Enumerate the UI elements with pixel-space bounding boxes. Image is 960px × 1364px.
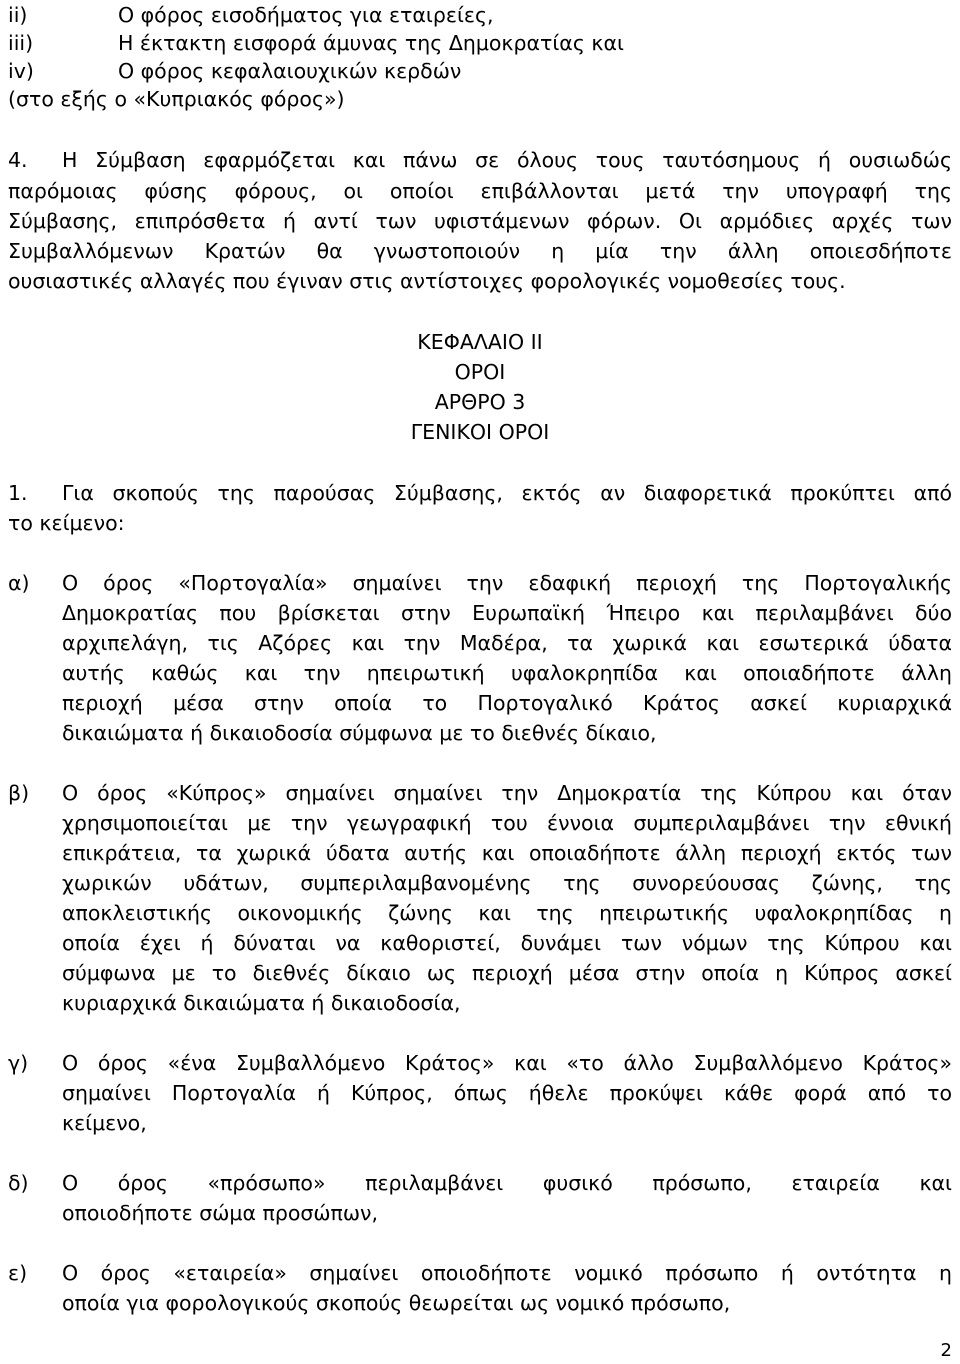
paragraph-line: παρόμοιας φύσης φόρους, οι οποίοι επιβάλλονται μετά την υπογραφή της: [8, 179, 952, 203]
section-heading: ΟΡΟΙ: [454, 360, 506, 384]
paragraph-number: 4.: [8, 148, 28, 172]
paragraph-line: Για σκοπούς της παρούσας Σύμβασης, εκτός αν διαφορετικά προκύπτει από: [62, 481, 952, 505]
article-title: ΓΕΝΙΚΟΙ ΟΡΟΙ: [410, 420, 550, 444]
article-heading: ΑΡΘΡΟ 3: [434, 390, 526, 414]
definition-line: σημαίνει Πορτογαλία ή Κύπρος, όπως ήθελε προκύψει κάθε φορά από το: [62, 1081, 952, 1105]
list-item: Ο φόρος κεφαλαιουχικών κερδών: [118, 59, 462, 83]
definition-line: οποιοδήποτε σώμα προσώπων,: [62, 1201, 379, 1225]
definition-line: Ο όρος «Κύπρος» σημαίνει σημαίνει την Δημοκρατία της Κύπρου και όταν: [62, 781, 952, 805]
list-item: Η έκτακτη εισφορά άμυνας της Δημοκρατίας και: [118, 31, 624, 55]
paragraph-number: 1.: [8, 481, 28, 505]
definition-line: Ο όρος «εταιρεία» σημαίνει οποιοδήποτε νομικό πρόσωπο ή οντότητα η: [62, 1261, 952, 1285]
definition-line: οποία για φορολογικούς σκοπούς θεωρείται ως νομικό πρόσωπο,: [62, 1291, 731, 1315]
paragraph-line: ουσιαστικές αλλαγές που έγιναν στις αντίστοιχες φορολογικές νομοθεσίες τους.: [8, 269, 846, 293]
definition-line: χρησιμοποιείται με την γεωγραφική του έννοια συμπεριλαμβάνει την εθνική: [62, 811, 952, 835]
definition-line: αποκλειστικής οικονομικής ζώνης και της ηπειρωτικής υφαλοκρηπίδας η: [62, 901, 952, 925]
definition-line: οποία έχει ή δύναται να καθοριστεί, δυνάμει των νόμων της Κύπρου και: [62, 931, 952, 955]
paragraph-line: το κείμενο:: [8, 511, 125, 535]
definition-marker: δ): [8, 1171, 29, 1195]
definition-line: αυτής καθώς και την ηπειρωτική υφαλοκρηπίδα και οποιαδήποτε άλλη: [62, 661, 952, 685]
definition-line: περιοχή μέσα στην οποία το Πορτογαλικό Κράτος ασκεί κυριαρχικά: [62, 691, 952, 715]
definition-line: Δημοκρατίας που βρίσκεται στην Ευρωπαϊκή Ήπειρο και περιλαμβάνει δύο: [62, 601, 952, 625]
definition-marker: β): [8, 781, 30, 805]
definition-line: κυριαρχικά δικαιώματα ή δικαιοδοσία,: [62, 991, 461, 1015]
paragraph-line: Σύμβασης, επιπρόσθετα ή αντί των υφιστάμενων φόρων. Οι αρμόδιες αρχές των: [8, 209, 952, 233]
definition-marker: ε): [8, 1261, 28, 1285]
list-marker: ii): [8, 3, 28, 27]
definition-line: δικαιώματα ή δικαιοδοσία σύμφωνα με το διεθνές δίκαιο,: [62, 721, 657, 745]
definition-line: Ο όρος «ένα Συμβαλλόμενο Κράτος» και «το άλλο Συμβαλλόμενο Κράτος»: [62, 1051, 952, 1075]
page-number: 2: [940, 1340, 952, 1361]
definition-line: κείμενο,: [62, 1111, 147, 1135]
list-item: Ο φόρος εισοδήματος για εταιρείες,: [118, 3, 494, 27]
definition-marker: γ): [8, 1051, 29, 1075]
definition-line: Ο όρος «πρόσωπο» περιλαμβάνει φυσικό πρόσωπο, εταιρεία και: [62, 1171, 952, 1195]
list-marker: iv): [8, 59, 34, 83]
definition-line: χωρικών υδάτων, συμπεριλαμβανομένης της συνορεύουσας ζώνης, της: [62, 871, 952, 895]
definition-line: επικράτεια, τα χωρικά ύδατα αυτής και οποιαδήποτε άλλη περιοχή εκτός των: [62, 841, 952, 865]
chapter-heading: ΚΕΦΑΛΑΙΟ ΙΙ: [417, 330, 543, 354]
definition-marker: α): [8, 571, 30, 595]
definition-line: σύμφωνα με το διεθνές δίκαιο ως περιοχή μέσα στην οποία η Κύπρος ασκεί: [62, 961, 952, 985]
paragraph-line: Η Σύμβαση εφαρμόζεται και πάνω σε όλους τους ταυτόσημους ή ουσιωδώς: [62, 148, 952, 172]
intro-note: (στο εξής ο «Κυπριακός φόρος»): [8, 87, 345, 111]
definition-line: Ο όρος «Πορτογαλία» σημαίνει την εδαφική περιοχή της Πορτογαλικής: [62, 571, 952, 595]
list-marker: iii): [8, 31, 34, 55]
definition-line: αρχιπελάγη, τις Αζόρες και την Μαδέρα, τα χωρικά και εσωτερικά ύδατα: [62, 631, 952, 655]
paragraph-line: Συμβαλλόμενων Κρατών θα γνωστοποιούν η μία την άλλη οποιεσδήποτε: [8, 239, 952, 263]
